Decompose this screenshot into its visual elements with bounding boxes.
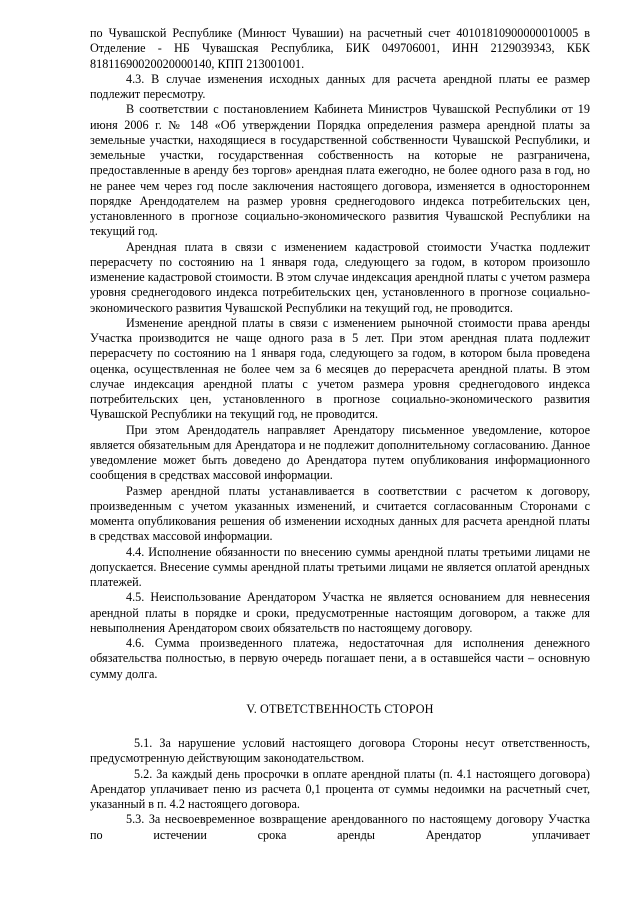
paragraph-4-4: 4.4. Исполнение обязанности по внесению суммы арендной платы третьими лицами не допускается. Внесение суммы арендной платы третьими лицами не является оплатой арендных платежей. — [90, 544, 590, 589]
paragraph-payment-details: по Чувашской Республике (Минюст Чувашии) на расчетный счет 40101810900000010005 в Отделение - НБ Чувашская Республика, БИК 049706001, ИНН 2129039343, КБК 81811690020020000140, КПП 213001001. — [90, 26, 590, 71]
paragraph-5-3: 5.3. За несвоевременное возвращение арендованного по настоящему договору Участка по истечении срока аренды Арендатор уплачивает — [90, 812, 590, 842]
paragraph-4-3: 4.3. В случае изменения исходных данных для расчета арендной платы ее размер подлежит пересмотру. — [90, 71, 590, 101]
paragraph-5-2: 5.2. За каждый день просрочки в оплате арендной платы (п. 4.1 настоящего договора) Арендатор уплачивает пеню из расчета 0,1 процента от суммы недоимки на расчетный счет, указанный в п. 4.2 настоящего договора. — [90, 766, 590, 811]
document-page — [90, 26, 590, 843]
paragraph-notification: При этом Арендодатель направляет Арендатору письменное уведомление, которое является обязательным для Арендатора и не подлежит дополнительному согласованию. Данное уведомление может быть доведено до Арендатора путем опубликования информационного сообщения в средствах массовой информации. — [90, 422, 590, 483]
paragraph-4-6: 4.6. Сумма произведенного платежа, недостаточная для исполнения денежного обязательства полностью, в первую очередь погашает пени, а в оставшейся части – основную сумму долга. — [90, 636, 590, 681]
paragraph-rent-amount: Размер арендной платы устанавливается в соответствии с расчетом к договору, произведенным с учетом указанных изменений, и считается согласованным Сторонами с момента опубликования решения об изменении исходных данных для расчета арендной платы в средствах массовой информации. — [90, 483, 590, 544]
paragraph-5-1: 5.1. За нарушение условий настоящего договора Стороны несут ответственность, предусмотренную действующим законодательством. — [90, 736, 590, 766]
section-title: V. ОТВЕТСТВЕННОСТЬ СТОРОН — [246, 701, 434, 716]
paragraph-4-5: 4.5. Неиспользование Арендатором Участка не является основанием для невнесения арендной платы в порядке и сроки, предусмотренные настоящим договором, а также для невыполнения Арендатором своих обязательств по настоящему договору. — [90, 590, 590, 635]
paragraph-cadastral-change: Арендная плата в связи с изменением кадастровой стоимости Участка подлежит перерасчету по состоянию на 1 января года, следующего за годом, в котором произошло изменение кадастровой стоимости. В этом случае индексация арендной платы с учетом размера уровня среднегодового индекса потребительских цен, установленного в прогнозе социально-экономического развития Чувашской Республики на текущий год, не проводится. — [90, 239, 590, 315]
paragraph-market-value-change: Изменение арендной платы в связи с изменением рыночной стоимости права аренды Участка производится не чаще одного раза в 5 лет. При этом арендная плата подлежит перерасчету по состоянию на 1 января года, следующего за годом, в котором была проведена оценка, осуществленная не более чем за 6 месяцев до перерасчета арендной платы. В этом случае индексация арендной платы с учетом размера уровня среднегодового индекса потребительских цен, установленного в прогнозе социально-экономического развития Чувашской Республики на текущий год, не проводится. — [90, 315, 590, 422]
paragraph-indexation-decree: В соответствии с постановлением Кабинета Министров Чувашской Республики от 19 июня 2006 г. № 148 «Об утверждении Порядка определения размера арендной платы за земельные участки, находящиеся в государственной собственности Чувашской Республики, и земельные участки, государственная собственность на которые не разграничена, предоставленные в аренду без торгов» арендная плата ежегодно, не более одного раза в год, но не ранее чем через год после заключения настоящего договора, изменяется в одностороннем порядке Арендодателем на размер уровня среднегодового индекса потребительских цен, установленного в прогнозе социально-экономического развития Чувашской Республики на текущий год. — [90, 102, 590, 239]
